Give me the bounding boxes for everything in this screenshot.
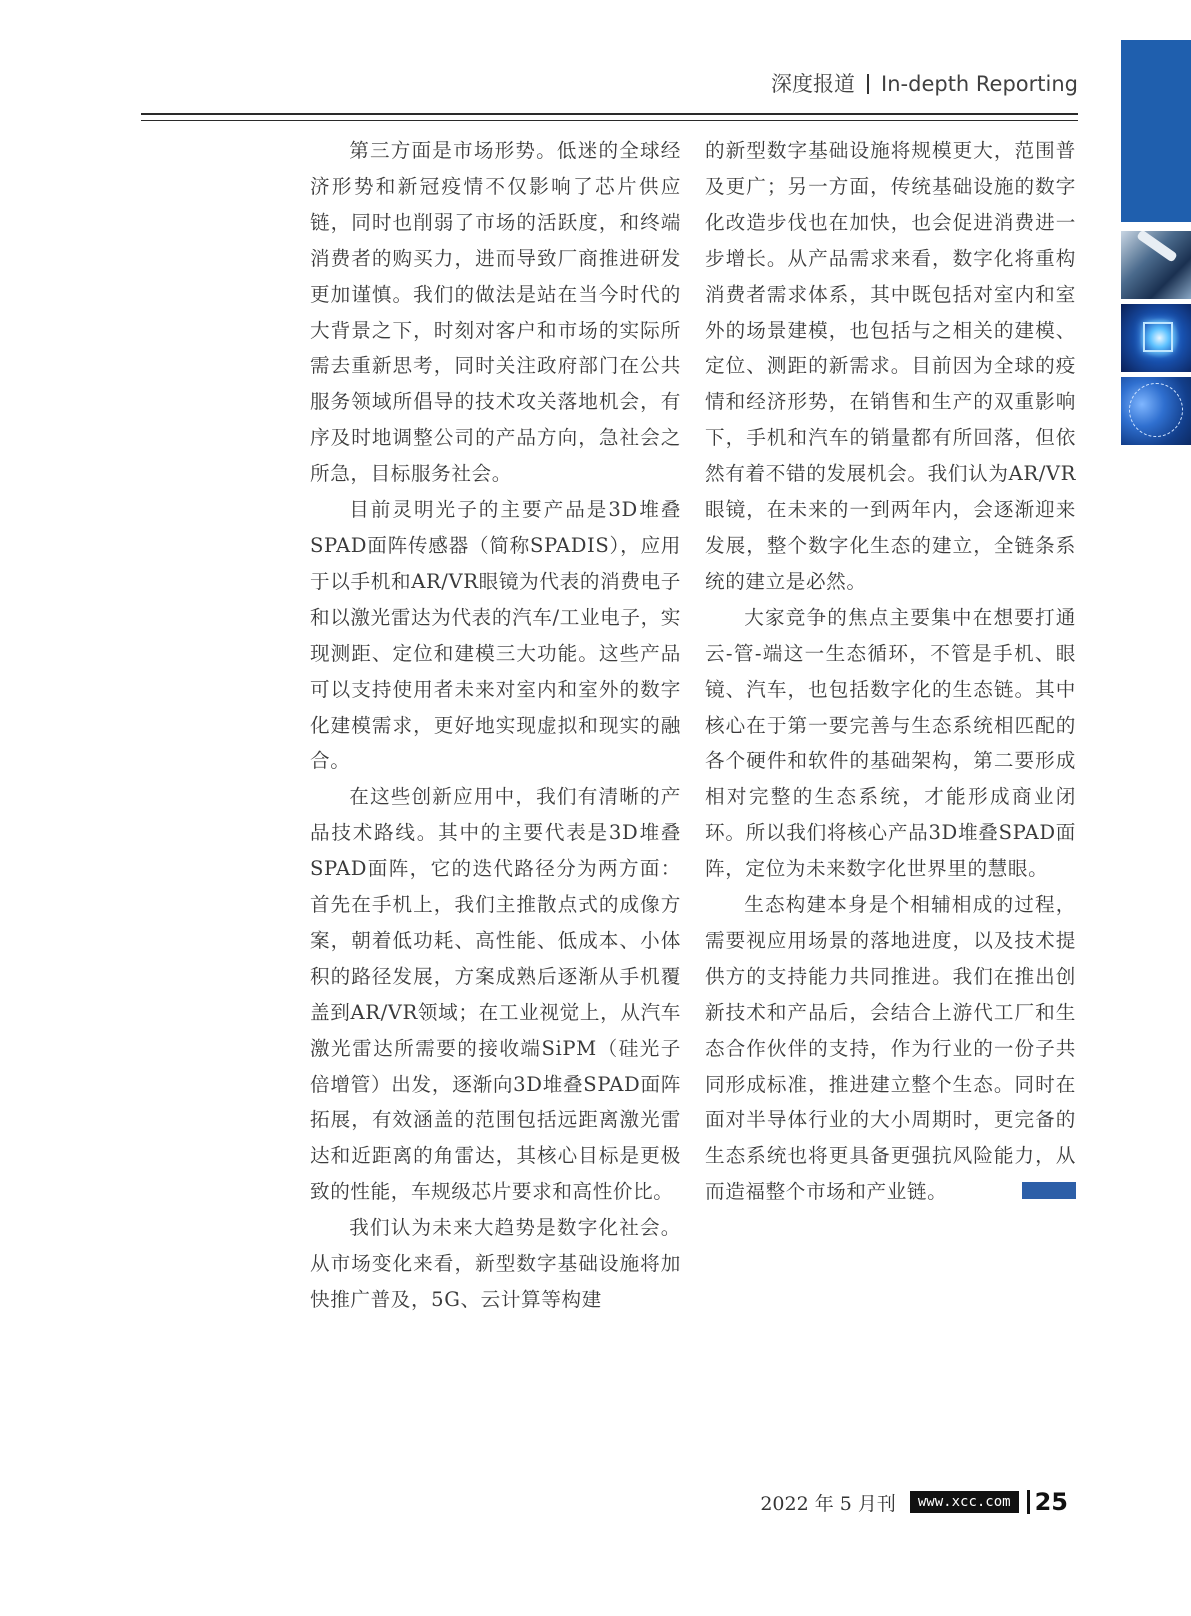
page-footer [760,1488,1068,1518]
paragraph: 在这些创新应用中，我们有清晰的产品技术路线。其中的主要代表是3D堆叠SPAD面阵，它的迭代路径分为两方面：首先在手机上，我们主推散点式的成像方案，朝着低功耗、高性能、低成本、小体积的路径发展，方案成熟后逐渐从手机覆盖到AR/VR领域；在工业视觉上，从汽车激光雷达所需要的接收端SiPM（硅光子倍增管）出发，逐渐向3D堆叠SPAD面阵拓展，有效涵盖的范围包括远距离激光雷达和近距离的角雷达，其核心目标是更极致的性能，车规级芯片要求和高性价比。 [310,785,681,1204]
side-thumbnail-globe [1121,377,1191,445]
section-title-cn: 深度报道 [771,72,856,96]
header-rule-thick [141,113,1078,115]
paragraph [705,887,1076,1210]
publication-logo [1022,1182,1076,1199]
running-head [771,68,1078,98]
website-label: www.xcc.com [910,1491,1019,1513]
paragraph-text: 生态构建本身是个相辅相成的过程，需要视应用场景的落地进度，以及技术提供方的支持能力共同推进。我们在推出创新技术和产品后，会结合上游代工厂和生态合作伙伴的支持，作为行业的一份子共同形成标准，推进建立整个生态。同时在面对半导体行业的大小周期时，更完备的生态系统也将更具备更强抗风险能力，从而造福整个市场和产业链。 [705,893,1076,1204]
issue-date: 2022 年 5 月刊 [760,1492,896,1515]
section-title-en: In-depth Reporting [881,72,1078,96]
paragraph: 我们认为未来大趋势是数字化社会。从市场变化来看，新型数字基础设施将加快推广普及，5G、云计算等构建 [310,1216,681,1311]
side-thumbnail-robot-arm [1121,231,1191,299]
side-thumbnail-chip [1121,304,1191,372]
right-column [705,133,1076,1210]
page-number: 25 [1034,1488,1068,1516]
paragraph-continued: 的新型数字基础设施将规模更大，范围普及更广；另一方面，传统基础设施的数字化改造步伐也在加快，也会促进消费进一步增长。从产品需求来看，数字化将重构消费者需求体系，其中既包括对室内和室外的场景建模，也包括与之相关的建模、定位、测距的新需求。目前因为全球的疫情和经济形势，在销售和生产的双重影响下，手机和汽车的销量都有所回落，但依然有着不错的发展机会。我们认为AR/VR眼镜，在未来的一到两年内，会逐渐迎来发展，整个数字化生态的建立，全链条系统的建立是必然。 [705,139,1076,593]
footer-divider [1027,1490,1030,1514]
robot-arm-shape [1136,231,1178,263]
left-column [310,133,681,1318]
side-color-tab [1121,40,1191,222]
paragraph: 目前灵明光子的主要产品是3D堆叠SPAD面阵传感器（简称SPADIS），应用于以手机和AR/VR眼镜为代表的消费电子和以激光雷达为代表的汽车/工业电子，实现测距、定位和建模三大功能。这些产品可以支持使用者未来对室内和室外的数字化建模需求，更好地实现虚拟和现实的融合。 [310,498,681,773]
header-separator [867,74,869,94]
chip-icon [1143,322,1173,352]
header-rule-thin [141,120,1078,121]
globe-icon [1129,383,1183,437]
paragraph: 大家竞争的焦点主要集中在想要打通云-管-端这一生态循环，不管是手机、眼镜、汽车，也包括数字化的生态链。其中核心在于第一要完善与生态系统相匹配的各个硬件和软件的基础架构，第二要形成相对完整的生态系统，才能形成商业闭环。所以我们将核心产品3D堆叠SPAD面阵，定位为未来数字化世界里的慧眼。 [705,605,1076,881]
paragraph: 第三方面是市场形势。低迷的全球经济形势和新冠疫情不仅影响了芯片供应链，同时也削弱了市场的活跃度，和终端消费者的购买力，进而导致厂商推进研发更加谨慎。我们的做法是站在当今时代的大背景之下，时刻对客户和市场的实际所需去重新思考，同时关注政府部门在公共服务领域所倡导的技术攻关落地机会，有序及时地调整公司的产品方向，急社会之所急，目标服务社会。 [310,139,681,486]
